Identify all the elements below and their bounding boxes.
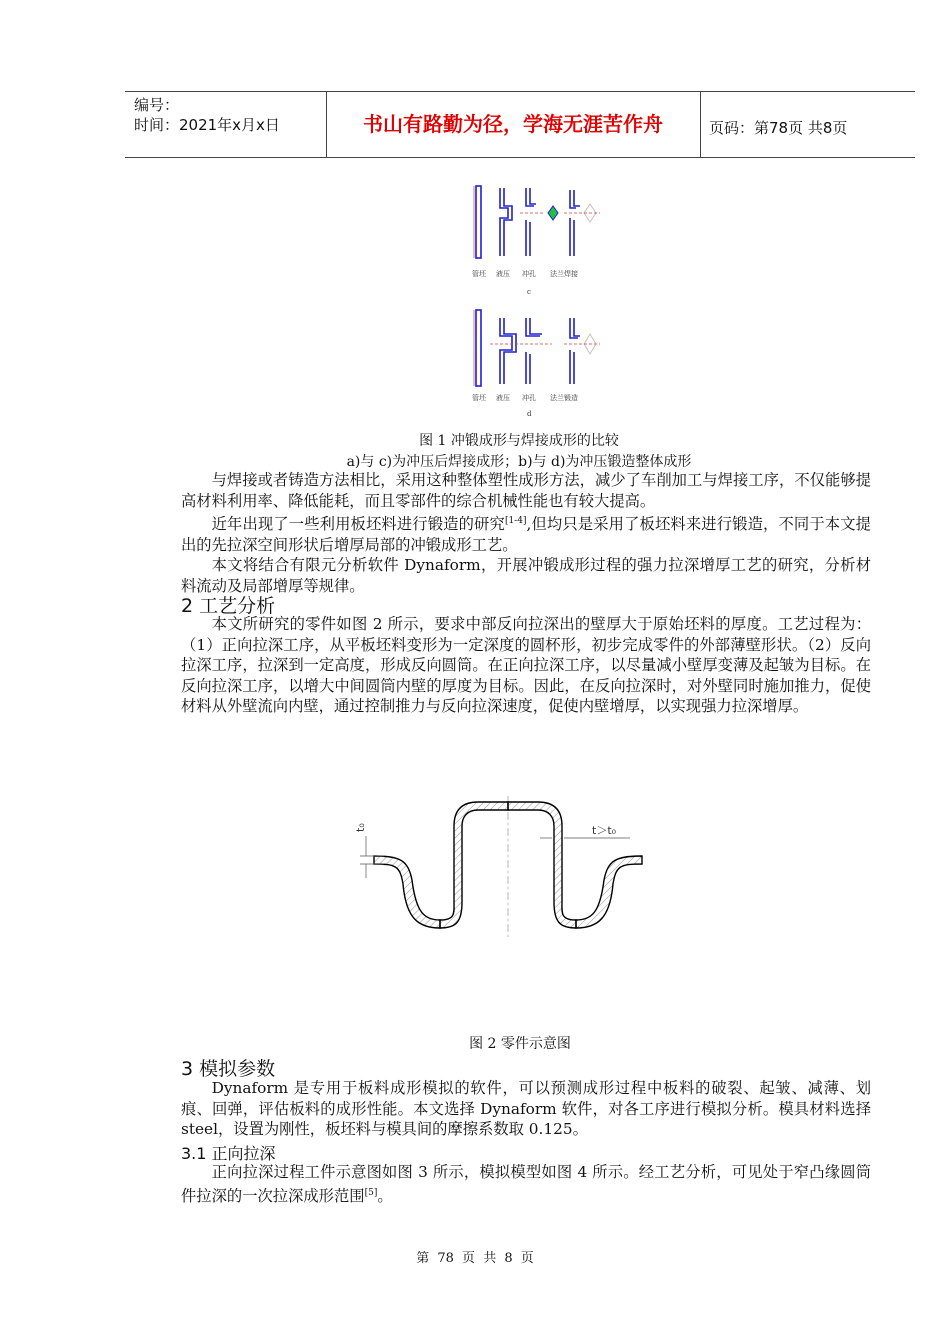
intro-paragraph-2 (181, 511, 871, 555)
figure1-row-d (474, 310, 600, 386)
intro-text (181, 470, 871, 597)
figure1-tag-c: c (527, 288, 531, 296)
header-divider-right (700, 91, 701, 158)
figure2-part-center-left (440, 802, 508, 928)
figure1-label-bottom-1: 管坯 (472, 394, 486, 402)
header-page-label: 页码：第78页 共8页 (709, 119, 848, 137)
header-number-label: 编号： (134, 96, 180, 114)
figure1-label-top-3: 冲孔 (522, 270, 536, 278)
figure2-label-thickness: t＞t₀ (592, 824, 617, 837)
section31-p1-reference: [5] (364, 1187, 378, 1198)
figure1-label-top-4: 法兰焊接 (550, 270, 578, 278)
intro-p2-reference: [1-4] (504, 516, 527, 527)
figure1-label-top-1: 管坯 (472, 270, 486, 278)
intro-p2-text-a: 近年出现了一些利用板坯料进行锻造的研究 (211, 515, 505, 534)
figure1-tag-d: d (527, 410, 532, 418)
figure1-label-bottom-3: 冲孔 (522, 394, 536, 402)
intro-paragraph-3: 本文将结合有限元分析软件 Dynaform，开展冲锻成形过程的强力拉深增厚工艺的研究，分析材料流动及局部增厚等规律。 (181, 556, 871, 596)
section31-p1-text-b: 。 (377, 1186, 393, 1205)
figure2-caption: 图 2 零件示意图 (469, 1036, 571, 1052)
figure1-caption-line1: 图 1 冲锻成形与焊接成形的比较 (419, 433, 619, 449)
figure2-diagram (340, 790, 660, 940)
header-top-rule (125, 91, 915, 92)
figure2-part-center-right (508, 802, 576, 928)
section31-p1-text-a: 正向拉深过程工件示意图如图 3 所示，模拟模型如图 4 所示。经工艺分析，可见处于窄凸缘圆筒件拉深的一次拉深成形范围 (181, 1163, 871, 1205)
figure1-label-bottom-2: 液压 (496, 394, 510, 402)
figure1-label-top-2: 液压 (496, 270, 510, 278)
header-time-label: 时间：2021年x月x日 (134, 116, 280, 134)
figure1-label-bottom-4: 法兰锻造 (550, 394, 578, 402)
section2-paragraph-1: 本文所研究的零件如图 2 所示，要求中部反向拉深出的壁厚大于原始坯料的厚度。工艺过程为：（1）正向拉深工序，从平板坯料变形为一定深度的圆杯形，初步完成零件的外部薄壁形状。（2）反向拉深工序，拉深到一定高度，形成反向圆筒。在正向拉深工序，以尽量减小壁厚变薄及起皱为目标。在反向拉深工序，以增大中间圆筒内壁的厚度为目标。因此，在反向拉深时，对外壁同时施加推力，促使材料从外壁流向内壁，通过控制推力与反向拉深速度，促使内壁增厚，以实现强力拉深增厚。 (181, 615, 871, 716)
figure1-caption-line2: a)与 c)为冲压后焊接成形；b)与 d)为冲压锻造整体成形 (346, 454, 692, 470)
figure1-diagram (460, 178, 610, 423)
section3-paragraph-1: Dynaform 是专用于板料成形模拟的软件，可以预测成形过程中板料的破裂、起皱、减薄、划痕、回弹，评估板料的成形性能。本文选择 Dynaform 软件，对各工序进行模拟分析。模具材料选择 steel，设置为刚性，板坯料与模具间的摩擦系数取 0.125。 (181, 1079, 871, 1139)
section31-paragraph-1 (181, 1162, 871, 1206)
intro-paragraph-1: 与焊接或者铸造方法相比，采用这种整体塑性成形方法，减少了车削加工与焊接工序，不仅能够提高材料利用率、降低能耗，而且零部件的综合机械性能也有较大提高。 (181, 471, 871, 510)
section3-text (181, 1078, 871, 1140)
section31-text (181, 1162, 871, 1206)
section3-heading: 3 模拟参数 (181, 1058, 276, 1080)
header-bottom-rule (125, 157, 915, 158)
page-footer: 第 78 页 共 8 页 (416, 1251, 534, 1266)
section2-text (181, 614, 871, 717)
figure2-label-t0: t₀ (354, 823, 367, 832)
figure1-row-c (474, 186, 600, 258)
figure2-part-left (374, 856, 440, 928)
figure2-part-right (576, 856, 642, 928)
section2-heading: 2 工艺分析 (181, 595, 276, 617)
header-motto: 书山有路勤为径，学海无涯苦作舟 (363, 112, 663, 136)
intro-p2-text-b: ,但均只是采用了板坯料来进行锻造，不同于本文提出的先拉深空间形状后增厚局部的冲锻成形工艺。 (181, 515, 871, 554)
section31-heading: 3.1 正向拉深 (181, 1144, 276, 1163)
